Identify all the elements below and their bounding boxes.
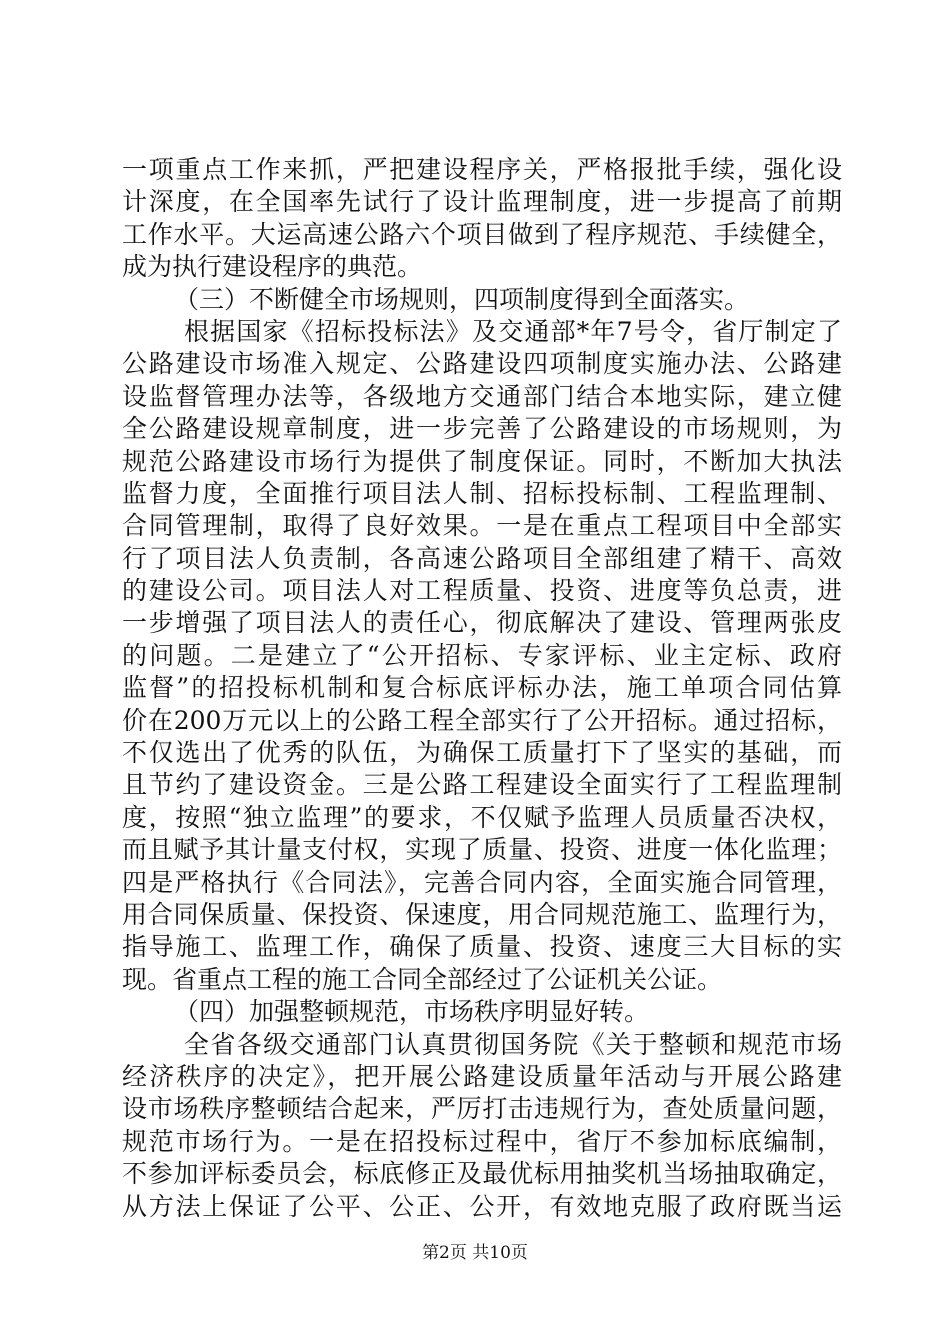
text-line: 一项重点工作来抓，严把建设程序关，严格报批手续，强化设 bbox=[122, 155, 842, 184]
text-line: 经济秩序的决定》，把开展公路建设质量年活动与开展公路建 bbox=[122, 1061, 842, 1091]
section-heading: （三）不断健全市场规则，四项制度得到全面落实。 bbox=[174, 284, 750, 314]
text-line: 全省各级交通部门认真贯彻国务院《关于整顿和规范市场 bbox=[184, 1029, 842, 1059]
document-body bbox=[122, 154, 842, 1223]
text-line: 不参加评标委员会，标底修正及最优标用抽奖机当场抽取确定， bbox=[122, 1159, 842, 1189]
text-line: 四是严格执行《合同法》，完善合同内容，全面实施合同管理， bbox=[122, 867, 842, 897]
text-line: 全公路建设规章制度，进一步完善了公路建设的市场规则，为 bbox=[122, 414, 842, 444]
text-line: 根据国家《招标投标法》及交通部*年7号令，省厅制定了 bbox=[184, 316, 842, 346]
text-line: 度，按照“独立监理”的要求，不仅赋予监理人员质量否决权， bbox=[122, 802, 842, 832]
text-line: 设市场秩序整顿结合起来，严厉打击违规行为，查处质量问题， bbox=[122, 1094, 842, 1124]
text-line: 一步增强了项目法人的责任心，彻底解决了建设、管理两张皮 bbox=[122, 608, 842, 638]
text-line: 不仅选出了优秀的队伍，为确保工质量打下了坚实的基础，而 bbox=[122, 738, 842, 768]
text-line: 从方法上保证了公平、公正、公开，有效地克服了政府既当运 bbox=[122, 1191, 842, 1221]
text-line: 价在200万元以上的公路工程全部实行了公开招标。通过招标， bbox=[122, 705, 842, 735]
text-line: 监督力度，全面推行项目法人制、招标投标制、工程监理制、 bbox=[122, 478, 842, 508]
text-line: 合同管理制，取得了良好效果。一是在重点工程项目中全部实 bbox=[122, 511, 842, 541]
text-line: 规范市场行为。一是在招投标过程中，省厅不参加标底编制， bbox=[122, 1126, 842, 1156]
text-line: 的建设公司。项目法人对工程质量、投资、进度等负总责，进 bbox=[122, 576, 842, 606]
text-line: 工作水平。大运高速公路六个项目做到了程序规范、手续健全， bbox=[122, 219, 842, 249]
page-number: 第2页 共10页 bbox=[422, 1243, 528, 1263]
text-line: 的问题。二是建立了“公开招标、专家评标、业主定标、政府 bbox=[122, 640, 842, 670]
text-line: 指导施工、监理工作，确保了质量、投资、速度三大目标的实 bbox=[122, 932, 842, 962]
text-line: 且节约了建设资金。三是公路工程建设全面实行了工程监理制 bbox=[122, 770, 842, 800]
text-line: 而且赋予其计量支付权，实现了质量、投资、进度一体化监理； bbox=[122, 835, 842, 865]
text-line: 成为执行建设程序的典范。 bbox=[122, 252, 423, 282]
text-line: 设监督管理办法等，各级地方交通部门结合本地实际，建立健 bbox=[122, 381, 842, 411]
section-heading: （四）加强整顿规范，市场秩序明显好转。 bbox=[174, 997, 650, 1027]
page-footer bbox=[0, 1242, 950, 1264]
text-line: 监督”的招投标机制和复合标底评标办法，施工单项合同估算 bbox=[122, 673, 842, 703]
text-line: 规范公路建设市场行为提供了制度保证。同时，不断加大执法 bbox=[122, 446, 842, 476]
text-line: 用合同保质量、保投资、保速度，用合同规范施工、监理行为， bbox=[122, 899, 842, 929]
text-line: 行了项目法人负责制，各高速公路项目全部组建了精干、高效 bbox=[122, 543, 842, 573]
text-line: 现。省重点工程的施工合同全部经过了公证机关公证。 bbox=[122, 964, 723, 994]
text-line: 计深度，在全国率先试行了设计监理制度，进一步提高了前期 bbox=[122, 187, 842, 217]
text-line: 公路建设市场准入规定、公路建设四项制度实施办法、公路建 bbox=[122, 349, 842, 379]
